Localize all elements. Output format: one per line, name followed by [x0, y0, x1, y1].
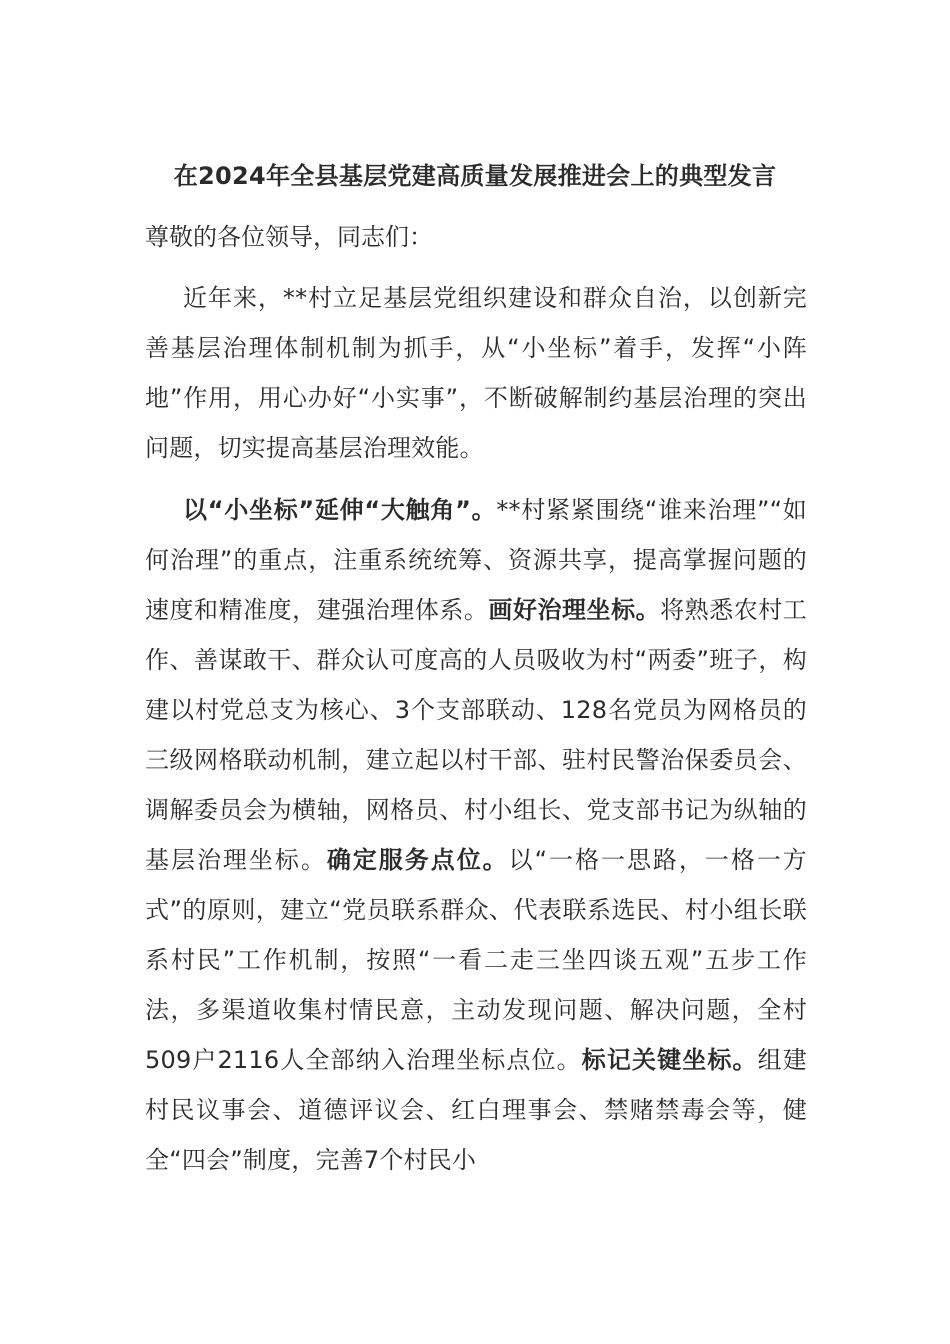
document-title: 在2024年全县基层党建高质量发展推进会上的典型发言 [173, 162, 777, 190]
subheading-service-points: 确定服务点位。 [326, 846, 509, 874]
subtext-service-points: 以“一格一思路，一格一方式”的原则，建立“党员联系群众、代表联系选民、村小组长联系村民”工作机制，按照“一看二走三坐四谈五观”五步工作法，多渠道收集村情民意，主动发现问题、解决问题，全村509户2116人全部纳入治理坐标点位。 [145, 846, 808, 1074]
section-heading: 以“小坐标”延伸“大触角”。 [183, 496, 497, 524]
subheading-governance-coordinates: 画好治理坐标。 [488, 596, 661, 624]
subtext-governance-coordinates: 将熟悉农村工作、善谋敢干、群众认可度高的人员吸收为村“两委”班子，构建以村党总支为核心、3个支部联动、128名党员为网格员的三级网格联动机制，建立起以村干部、驻村民警治保委员会、调解委员会为横轴，网格员、村小组长、党支部书记为纵轴的基层治理坐标。 [145, 596, 807, 874]
section-text: **村紧紧围绕“谁来治理”“如何治理”的重点，注重系统统筹、资源共享，提高掌握问题的速度和精准度，建强治理体系。 [145, 496, 807, 624]
paragraph-coordinates [145, 485, 807, 1185]
subtext-key-coordinates: 组建村民议事会、道德评议会、红白理事会、禁赌禁毒会等，健全“四会”制度，完善7个村民小 [145, 1046, 807, 1174]
greeting: 尊敬的各位领导，同志们： [145, 223, 433, 251]
subheading-key-coordinates: 标记关键坐标。 [581, 1046, 758, 1074]
paragraph-intro: 近年来，**村立足基层党组织建设和群众自治，以创新完善基层治理体制机制为抓手，从“小坐标”着手，发挥“小阵地”作用，用心办好“小实事”，不断破解制约基层治理的突出问题，切实提高基层治理效能。 [145, 284, 807, 462]
